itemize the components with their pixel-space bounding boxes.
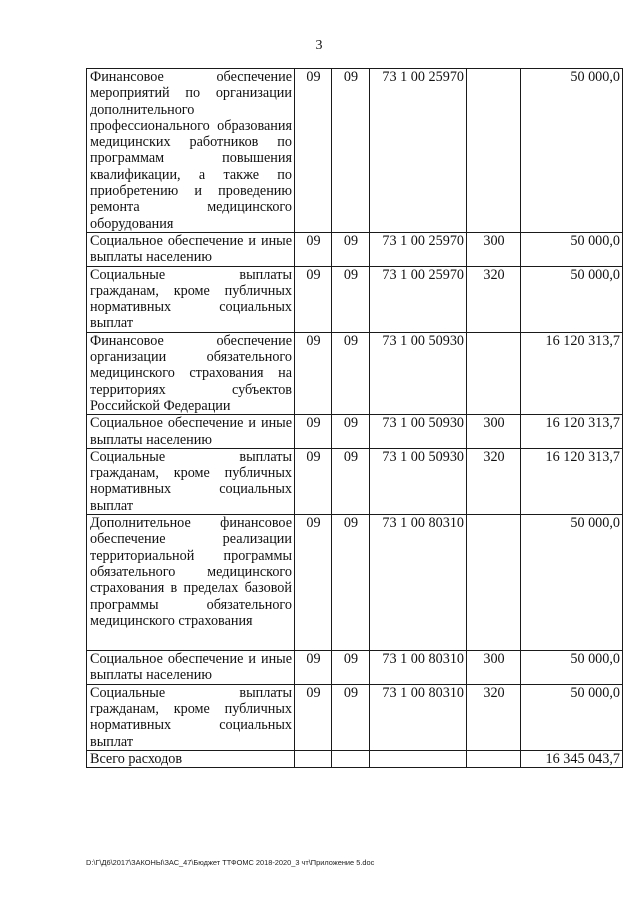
pr-cell: 09: [332, 515, 370, 651]
rz-cell: 09: [295, 651, 332, 685]
rz-cell: 09: [295, 684, 332, 750]
csr-cell: 73 1 00 80310: [370, 651, 467, 685]
row-name-cell: Социальное обеспечение и иные выплаты населению: [87, 651, 295, 685]
row-name-cell: Финансовое обеспечение организации обязательного медицинского страхования на территориях субъектов Российской Федерации: [87, 332, 295, 414]
rz-cell: 09: [295, 515, 332, 651]
table-row: [87, 332, 623, 414]
vr-cell: 300: [467, 415, 521, 449]
pr-cell: 09: [332, 69, 370, 233]
rz-cell: 09: [295, 266, 332, 332]
amount-cell: 16 120 313,7: [521, 332, 623, 414]
csr-cell: 73 1 00 50930: [370, 448, 467, 514]
csr-cell: 73 1 00 80310: [370, 515, 467, 651]
row-name-cell: Социальные выплаты гражданам, кроме публичных нормативных социальных выплат: [87, 684, 295, 750]
total-amount: 16 345 043,7: [521, 750, 623, 767]
vr-cell: [467, 69, 521, 233]
amount-cell: 16 120 313,7: [521, 448, 623, 514]
vr-cell: 320: [467, 266, 521, 332]
vr-cell: [467, 332, 521, 414]
vr-cell: 300: [467, 651, 521, 685]
row-name-cell: Дополнительное финансовое обеспечение реализации территориальной программы обязательного медицинского страхования в пределах базовой программы обязательного медицинского страхования: [87, 515, 295, 651]
amount-cell: 50 000,0: [521, 651, 623, 685]
csr-cell: 73 1 00 80310: [370, 684, 467, 750]
row-name-cell: Социальные выплаты гражданам, кроме публичных нормативных социальных выплат: [87, 448, 295, 514]
document-file-path: D:\Г\Д6\2017\ЗАКОНЫ\ЗАС_47\Бюджет ТТФОМС 2018-2020_3 чт\Приложение 5.doc: [86, 858, 375, 867]
table-row: [87, 266, 623, 332]
rz-cell: 09: [295, 332, 332, 414]
pr-cell: 09: [332, 651, 370, 685]
csr-cell: 73 1 00 25970: [370, 233, 467, 267]
pr-cell: 09: [332, 332, 370, 414]
page-number: 3: [315, 38, 323, 53]
amount-cell: 50 000,0: [521, 69, 623, 233]
row-name-cell: Социальные выплаты гражданам, кроме публичных нормативных социальных выплат: [87, 266, 295, 332]
total-csr-cell: [370, 750, 467, 767]
amount-cell: 16 120 313,7: [521, 415, 623, 449]
csr-cell: 73 1 00 50930: [370, 332, 467, 414]
row-name-cell: Социальное обеспечение и иные выплаты населению: [87, 415, 295, 449]
amount-cell: 50 000,0: [521, 515, 623, 651]
total-row: [87, 750, 623, 767]
table-row: [87, 651, 623, 685]
total-pr-cell: [332, 750, 370, 767]
total-vr-cell: [467, 750, 521, 767]
amount-cell: 50 000,0: [521, 266, 623, 332]
total-rz-cell: [295, 750, 332, 767]
table-row: [87, 69, 623, 233]
pr-cell: 09: [332, 415, 370, 449]
vr-cell: [467, 515, 521, 651]
table-row: [87, 448, 623, 514]
budget-table-body: [87, 69, 623, 768]
row-name-cell: Финансовое обеспечение мероприятий по организации дополнительного профессионального образования медицинских работников по программам повышения квалификации, а также по приобретению и проведению ремонта медицинского оборудования: [87, 69, 295, 233]
rz-cell: 09: [295, 415, 332, 449]
vr-cell: 300: [467, 233, 521, 267]
vr-cell: 320: [467, 684, 521, 750]
total-label: Всего расходов: [87, 750, 295, 767]
table-row: [87, 415, 623, 449]
amount-cell: 50 000,0: [521, 233, 623, 267]
vr-cell: 320: [467, 448, 521, 514]
pr-cell: 09: [332, 233, 370, 267]
amount-cell: 50 000,0: [521, 684, 623, 750]
pr-cell: 09: [332, 448, 370, 514]
csr-cell: 73 1 00 25970: [370, 69, 467, 233]
rz-cell: 09: [295, 448, 332, 514]
pr-cell: 09: [332, 266, 370, 332]
table-row: [87, 233, 623, 267]
table-row: [87, 684, 623, 750]
row-name-cell: Социальное обеспечение и иные выплаты населению: [87, 233, 295, 267]
csr-cell: 73 1 00 25970: [370, 266, 467, 332]
rz-cell: 09: [295, 233, 332, 267]
budget-table: [86, 68, 623, 768]
csr-cell: 73 1 00 50930: [370, 415, 467, 449]
table-row: [87, 515, 623, 651]
rz-cell: 09: [295, 69, 332, 233]
pr-cell: 09: [332, 684, 370, 750]
